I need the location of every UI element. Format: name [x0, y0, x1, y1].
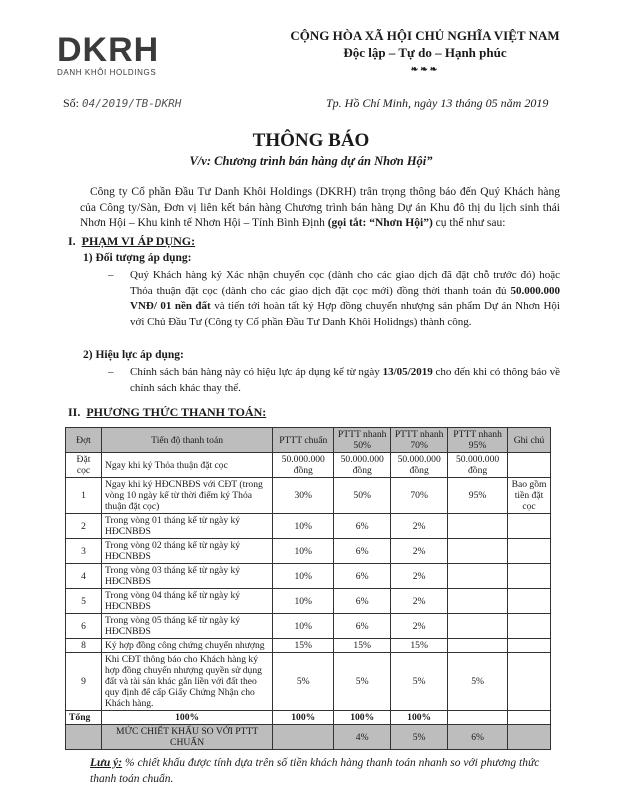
- row-value-standard: 15%: [273, 639, 334, 653]
- row-note: [508, 453, 551, 478]
- row-value-standard: 10%: [273, 614, 334, 639]
- document-number: [63, 96, 181, 111]
- row-schedule: Khi CĐT thông báo cho Khách hàng ký hợp đồng chuyển nhượng quyền sử dụng đất và tài sản khác gắn liền với đất theo quy định để cấp Giấy Chứng Nhận cho Khách hàng.: [101, 653, 272, 711]
- row-value-95: 95%: [448, 478, 508, 514]
- row-value-50: 6%: [334, 539, 391, 564]
- row-value-95: [448, 589, 508, 614]
- intro-text-bold: (gọi tắt: “Nhơn Hội”): [327, 217, 433, 229]
- discount-70: 5%: [391, 725, 448, 750]
- section-1-title: PHẠM VI ÁP DỤNG:: [81, 234, 196, 248]
- nation-line-2: Độc lập – Tự do – Hạnh phúc: [343, 45, 507, 60]
- table-row: [66, 478, 551, 514]
- national-motto: [270, 27, 580, 78]
- row-note: [508, 514, 551, 539]
- footnote: [90, 755, 560, 787]
- row-note: [508, 589, 551, 614]
- intro-paragraph: [80, 185, 560, 232]
- header-cell: Đợt: [66, 428, 102, 453]
- total-schedule: 100%: [101, 711, 272, 725]
- row-value-95: 50.000.000 đồng: [448, 453, 508, 478]
- discount-label: MỨC CHIẾT KHẤU SO VỚI PTTT CHUẨN: [101, 725, 272, 750]
- table-row: [66, 453, 551, 478]
- doc-no-label: Số:: [63, 96, 80, 110]
- document-subtitle: V/v: Chương trình bán hàng dự án Nhơn Hội”: [189, 154, 433, 168]
- bullet-1-part-2: và tiến tới hoàn tất ký Hợp đồng chuyển nhượng sản phẩm Dự án Nhơn Hội với Chủ Đầu Tư (Công ty Cổ phần Đầu Tư Danh Khôi Holidngs) thành công.: [130, 300, 560, 328]
- row-value-70: 5%: [391, 653, 448, 711]
- table-row: [66, 653, 551, 711]
- row-schedule: Ngay khi ký Thỏa thuận đặt cọc: [101, 453, 272, 478]
- row-note: [508, 639, 551, 653]
- row-note: Bao gồm tiền đặt cọc: [508, 478, 551, 514]
- total-standard: 100%: [273, 711, 334, 725]
- table-row: [66, 589, 551, 614]
- header-cell: PTTT nhanh 95%: [448, 428, 508, 453]
- subsection-1-title: 1) Đối tượng áp dụng:: [83, 252, 192, 264]
- row-value-95: [448, 564, 508, 589]
- table-row: [66, 639, 551, 653]
- row-value-50: 6%: [334, 514, 391, 539]
- row-dot: 4: [66, 564, 102, 589]
- bullet-dash-1: –: [108, 269, 114, 281]
- row-value-70: 2%: [391, 539, 448, 564]
- section-2-number: II.: [68, 405, 81, 419]
- row-dot: Đặt cọc: [66, 453, 102, 478]
- row-value-standard: 10%: [273, 589, 334, 614]
- date-line: Tp. Hồ Chí Minh, ngày 13 tháng 05 năm 2019: [326, 96, 549, 110]
- total-note: [508, 711, 551, 725]
- header-cell: Tiến độ thanh toán: [101, 428, 272, 453]
- intro-text-1: Công ty Cổ phần Đầu Tư Danh Khôi Holdings (DKRH) trân trọng thông báo đến Quý Khách hàng của Công ty/Sàn, Đơn vị liên kết bán hàng Chương trình bán hàng Dự án Khu đô thị du lịch sinh thái Nhơn Hội – Khu kinh tế Nhơn Hội – Tỉnh Bình Định: [80, 186, 560, 229]
- bullet-1-text: [130, 268, 560, 330]
- row-value-50: 50%: [334, 478, 391, 514]
- doc-no-value: 04/2019/TB-DKRH: [82, 97, 182, 110]
- row-value-70: 70%: [391, 478, 448, 514]
- discount-95: 6%: [448, 725, 508, 750]
- table-row: [66, 614, 551, 639]
- section-2-heading: [68, 405, 266, 420]
- row-value-50: 15%: [334, 639, 391, 653]
- row-dot: 3: [66, 539, 102, 564]
- discount-standard: [273, 725, 334, 750]
- section-2-title: PHƯƠNG THỨC THANH TOÁN:: [86, 405, 267, 419]
- row-value-95: [448, 514, 508, 539]
- discount-spacer: [66, 725, 102, 750]
- header-cell: PTTT nhanh 70%: [391, 428, 448, 453]
- payment-table: [65, 427, 551, 750]
- row-note: [508, 564, 551, 589]
- row-value-50: 6%: [334, 614, 391, 639]
- row-value-50: 50.000.000 đồng: [334, 453, 391, 478]
- header-cell: Ghi chú: [508, 428, 551, 453]
- row-value-95: [448, 614, 508, 639]
- subsection-2-title: 2) Hiệu lực áp dụng:: [83, 349, 184, 361]
- row-value-50: 6%: [334, 564, 391, 589]
- row-value-95: [448, 539, 508, 564]
- footnote-text: % chiết khấu được tính dựa trên số tiền khách hàng thanh toán nhanh so với phương thức thanh toán chuẩn.: [90, 757, 540, 785]
- row-schedule: Trong vòng 05 tháng kể từ ngày ký HĐCNBĐS: [101, 614, 272, 639]
- ornament: ❧❧❧: [410, 64, 440, 74]
- header-cell: PTTT chuẩn: [273, 428, 334, 453]
- table-row: [66, 514, 551, 539]
- logo-wordmark: DKRH: [57, 31, 160, 69]
- bullet-2-bold: 13/05/2019: [382, 366, 433, 378]
- row-value-standard: 50.000.000 đồng: [273, 453, 334, 478]
- total-70: 100%: [391, 711, 448, 725]
- row-value-standard: 10%: [273, 514, 334, 539]
- bullet-2-part-2: cho đến khi có thông báo về chính sách khác thay thế.: [130, 366, 560, 394]
- table-row: [66, 564, 551, 589]
- logo-tagline: DANH KHÔI HOLDINGS: [57, 68, 157, 77]
- total-row: [66, 711, 551, 725]
- row-dot: 6: [66, 614, 102, 639]
- row-value-70: 15%: [391, 639, 448, 653]
- row-value-standard: 10%: [273, 564, 334, 589]
- row-value-70: 2%: [391, 514, 448, 539]
- company-logo: [57, 33, 192, 77]
- row-schedule: Trong vòng 01 tháng kể từ ngày ký HĐCNBĐS: [101, 514, 272, 539]
- row-schedule: Ngay khi ký HĐCNBĐS với CĐT (trong vòng 10 ngày kể từ thời điểm ký Thỏa thuận đặt cọc): [101, 478, 272, 514]
- bullet-1-bold: 50.000.000 VNĐ/ 01 nền đất: [130, 284, 560, 312]
- row-note: [508, 539, 551, 564]
- document-title: THÔNG BÁO: [252, 130, 370, 151]
- table-header-row: [66, 428, 551, 453]
- row-note: [508, 653, 551, 711]
- row-schedule: Ký hợp đồng công chứng chuyển nhượng: [101, 639, 272, 653]
- row-dot: 5: [66, 589, 102, 614]
- footnote-label: Lưu ý:: [90, 757, 123, 769]
- total-95: [448, 711, 508, 725]
- row-value-standard: 30%: [273, 478, 334, 514]
- bullet-2-part-1: Chính sách bán hàng này có hiệu lực áp dụng kể từ ngày: [130, 366, 383, 378]
- row-value-50: 6%: [334, 589, 391, 614]
- row-dot: 8: [66, 639, 102, 653]
- table-row: [66, 539, 551, 564]
- row-value-70: 2%: [391, 614, 448, 639]
- row-schedule: Trong vòng 02 tháng kể từ ngày ký HĐCNBĐS: [101, 539, 272, 564]
- row-value-70: 2%: [391, 564, 448, 589]
- discount-50: 4%: [334, 725, 391, 750]
- row-dot: 1: [66, 478, 102, 514]
- row-schedule: Trong vòng 04 tháng kể từ ngày ký HĐCNBĐS: [101, 589, 272, 614]
- row-value-70: 50.000.000 đồng: [391, 453, 448, 478]
- section-1-heading: [68, 234, 195, 249]
- row-note: [508, 614, 551, 639]
- row-value-standard: 10%: [273, 539, 334, 564]
- row-dot: 9: [66, 653, 102, 711]
- row-value-50: 5%: [334, 653, 391, 711]
- row-value-95: [448, 639, 508, 653]
- section-1-number: I.: [68, 234, 76, 248]
- total-label: Tổng: [66, 711, 102, 725]
- row-schedule: Trong vòng 03 tháng kể từ ngày ký HĐCNBĐS: [101, 564, 272, 589]
- total-50: 100%: [334, 711, 391, 725]
- row-dot: 2: [66, 514, 102, 539]
- bullet-2-text: [130, 365, 560, 396]
- nation-line-1: CỘNG HÒA XÃ HỘI CHỦ NGHĨA VIỆT NAM: [290, 28, 560, 43]
- intro-text-2: cụ thể như sau:: [432, 217, 506, 229]
- discount-note: [508, 725, 551, 750]
- bullet-1-part-1: Quý Khách hàng ký Xác nhận chuyển cọc (dành cho các giao dịch đã đặt chỗ trước đó) hoặc Thỏa thuận đặt cọc (dành cho các giao dịch đặt cọc mới) đồng thời thanh toán đủ: [130, 269, 560, 297]
- row-value-95: 5%: [448, 653, 508, 711]
- discount-row: [66, 725, 551, 750]
- row-value-standard: 5%: [273, 653, 334, 711]
- bullet-dash-2: –: [108, 366, 114, 378]
- header-cell: PTTT nhanh 50%: [334, 428, 391, 453]
- row-value-70: 2%: [391, 589, 448, 614]
